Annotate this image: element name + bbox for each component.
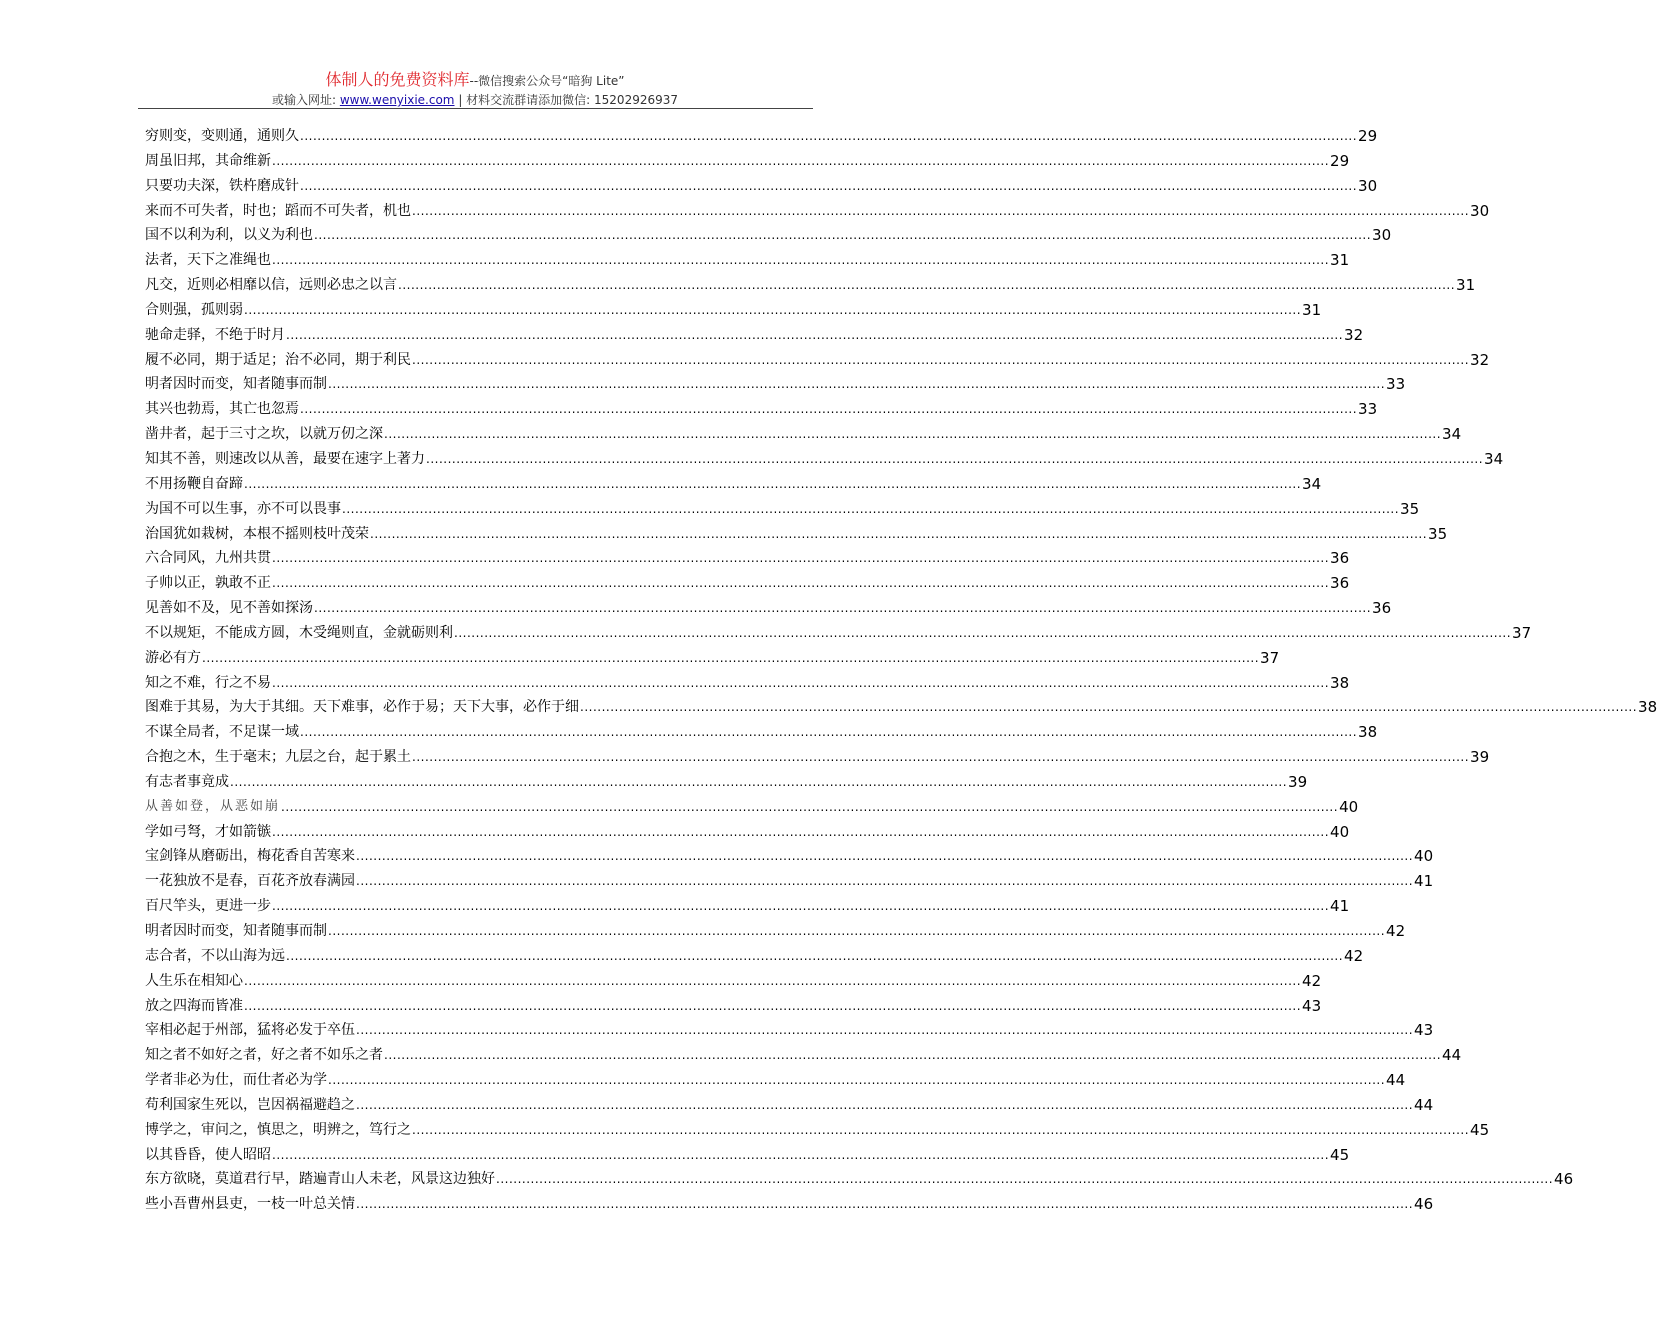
toc-entry[interactable] [145,348,1490,373]
toc-entry-title: 子帅以正，孰敢不正 [145,575,271,592]
toc-entry-page: 38 [1358,723,1378,742]
dot-leader [328,1068,1385,1093]
toc-entry[interactable] [145,199,1490,224]
dot-leader [580,695,1637,720]
toc-entry[interactable] [145,1143,1350,1168]
toc-entry-page: 36 [1372,599,1392,618]
toc-entry[interactable] [145,298,1322,323]
toc-entry-title: 只要功夫深，铁杵磨成针 [145,177,299,194]
toc-entry-page: 37 [1260,648,1280,667]
toc-entry-title: 知之者不如好之者，好之者不如乐之者 [145,1047,383,1064]
dot-leader [272,894,1329,919]
dot-leader [384,1043,1441,1068]
toc-entry[interactable] [145,124,1378,149]
toc-entry[interactable] [145,596,1392,621]
dot-leader [272,820,1329,845]
toc-entry-title: 有志者事竟成 [145,773,229,790]
toc-entry-title: 合抱之木，生于毫末；九层之台，起于累土 [145,749,411,766]
toc-entry[interactable] [145,571,1350,596]
dot-leader [244,994,1301,1019]
toc-entry-title: 其兴也勃焉，其亡也忽焉 [145,401,299,418]
dot-leader [244,298,1301,323]
toc-entry-page: 31 [1302,300,1322,319]
toc-entry-title: 学如弓弩，才如箭镞 [145,823,271,840]
toc-entry-page: 45 [1470,1120,1490,1139]
toc-entry[interactable] [145,1118,1490,1143]
toc-entry-title: 放之四海而皆准 [145,997,243,1014]
dot-leader [412,348,1469,373]
toc-entry[interactable] [145,174,1378,199]
toc-entry-title: 不以规矩，不能成方圆，木受绳则直，金就砺则利 [145,624,453,641]
toc-entry[interactable] [145,323,1364,348]
toc-entry[interactable] [145,820,1350,845]
toc-entry-title: 明者因时而变，知者随事而制 [145,376,327,393]
toc-entry[interactable] [145,671,1350,696]
toc-entry-page: 30 [1470,201,1490,220]
dot-leader [272,1143,1329,1168]
toc-entry-page: 29 [1330,151,1350,170]
toc-entry-page: 34 [1442,425,1462,444]
toc-entry-title: 东方欲晓，莫道君行早，踏遍青山人未老，风景这边独好 [145,1171,495,1188]
toc-entry[interactable] [145,472,1322,497]
toc-entry-page: 33 [1358,400,1378,419]
toc-entry-title: 合则强，孤则弱 [145,301,243,318]
dot-leader [356,869,1413,894]
dot-leader [314,596,1371,621]
dot-leader [356,844,1413,869]
dot-leader [272,671,1329,696]
toc-entry[interactable] [145,894,1350,919]
toc-entry[interactable] [145,1043,1462,1068]
dot-leader [272,546,1329,571]
toc-entry-page: 36 [1330,574,1350,593]
toc-entry-title: 学者非必为仕，而仕者必为学 [145,1072,327,1089]
toc-entry[interactable] [145,1167,1574,1192]
toc-entry-page: 46 [1554,1170,1574,1189]
toc-entry[interactable] [145,944,1364,969]
dot-leader [244,472,1301,497]
toc-entry-title: 不谋全局者，不足谋一域 [145,724,299,741]
toc-entry[interactable] [145,497,1420,522]
toc-entry-title: 驰命走驿，不绝于时月 [145,326,285,343]
dot-leader [314,223,1371,248]
toc-entry-page: 36 [1330,549,1350,568]
toc-entry-page: 46 [1414,1195,1434,1214]
toc-entry[interactable] [145,646,1280,671]
toc-entry-page: 32 [1344,325,1364,344]
toc-entry[interactable] [145,1192,1434,1217]
brand-title: 体制人的免费资料库 [325,70,470,89]
toc-entry-title: 些小吾曹州县吏，一枝一叶总关情 [145,1196,355,1213]
dot-leader [384,422,1441,447]
toc-entry-page: 42 [1386,922,1406,940]
toc-entry-title: 一花独放不是春，百花齐放春满园 [145,873,355,890]
header-divider [138,108,813,109]
dot-leader [272,248,1329,273]
url-prefix: 或输入网址: [271,93,340,107]
dot-leader [426,447,1483,472]
toc-entry-title: 履不必同，期于适足；治不必同，期于利民 [145,351,411,368]
toc-entry[interactable] [145,546,1350,571]
dot-leader [300,397,1357,422]
toc-entry-page: 37 [1512,623,1532,642]
toc-entry-page: 34 [1302,474,1322,493]
dot-leader [328,919,1385,944]
toc-entry-page: 43 [1302,996,1322,1015]
dot-leader [370,522,1427,547]
toc-entry-title: 知其不善，则速改以从善，最要在速字上著力 [145,450,425,467]
toc-entry[interactable] [145,720,1378,745]
toc-entry[interactable] [145,844,1434,869]
toc-entry-title: 明者因时而变，知者随事而制 [145,923,327,939]
toc-entry-page: 42 [1302,971,1322,990]
dot-leader [412,745,1469,770]
dot-leader [272,149,1329,174]
toc-entry-title: 周虽旧邦，其命维新 [145,152,271,169]
toc-entry-page: 43 [1414,1021,1434,1040]
toc-entry[interactable] [145,1018,1434,1043]
toc-entry[interactable] [145,522,1448,547]
header-line-1 [0,70,950,91]
toc-entry[interactable] [145,1093,1434,1118]
toc-entry-title: 凿井者，起于三寸之坎，以就万仞之深 [145,426,383,443]
toc-entry-title: 宝剑锋从磨砺出，梅花香自苦寒来 [145,848,355,865]
toc-entry-page: 34 [1484,449,1504,468]
toc-entry-page: 30 [1358,176,1378,195]
toc-entry-title: 游必有方 [145,649,201,666]
toc-entry-page: 41 [1330,897,1350,916]
dot-leader [412,199,1469,224]
toc-entry-title: 治国犹如栽树，本根不摇则枝叶茂荣 [145,525,369,542]
toc-entry-title: 志合者，不以山海为远 [145,947,285,964]
toc-entry-title: 法者，天下之准绳也 [145,252,271,269]
dot-leader [286,323,1343,348]
toc-entry[interactable] [145,994,1322,1019]
toc-entry[interactable] [145,919,1406,944]
dot-leader [281,795,1338,820]
dot-leader [356,1018,1413,1043]
toc-entry[interactable] [145,745,1490,770]
toc-entry-title: 不用扬鞭自奋蹄 [145,475,243,492]
toc-entry[interactable] [145,695,1657,720]
toc-entry-page: 29 [1358,127,1378,145]
toc-entry-title: 以其昏昏，使人昭昭 [145,1146,271,1163]
toc-entry[interactable] [145,223,1392,248]
toc-entry-page: 40 [1414,847,1434,866]
toc-entry[interactable] [145,770,1308,795]
toc-entry-page: 31 [1330,251,1350,270]
dot-leader [356,1093,1413,1118]
toc-entry-title: 图难于其易，为大于其细。天下难事，必作于易；天下大事，必作于细 [145,699,579,716]
dot-leader [230,770,1287,795]
toc-entry-page: 44 [1414,1095,1434,1114]
toc-entry-page: 32 [1470,350,1490,369]
toc-entry[interactable] [145,447,1504,472]
toc-entry[interactable] [145,397,1378,422]
website-link[interactable]: www.wenyixie.com [339,93,455,107]
header-slogan: --微信搜索公众号“暗狗 Lite” [469,74,625,88]
toc-entry-title: 见善如不及，见不善如探汤 [145,600,313,617]
toc-entry-title: 凡交，近则必相靡以信，远则必忠之以言 [145,277,397,294]
toc-entry-page: 35 [1400,499,1420,518]
toc-entry-title: 来而不可失者，时也；蹈而不可失者，机也 [145,202,411,219]
toc-entry-title: 百尺竿头，更进一步 [145,898,271,915]
toc-entry-page: 38 [1638,698,1657,717]
dot-leader [300,124,1357,149]
toc-entry[interactable] [145,969,1322,994]
toc-entry-page: 44 [1386,1071,1406,1090]
dot-leader [342,497,1399,522]
toc-entry-page: 38 [1330,673,1350,692]
dot-leader [300,720,1357,745]
dot-leader [398,273,1455,298]
toc-entry[interactable] [145,795,1359,820]
toc-entry-page: 39 [1288,772,1308,791]
dot-leader [328,372,1385,397]
toc-entry-title: 穷则变，变则通，通则久 [145,128,299,144]
toc-entry[interactable] [145,273,1476,298]
toc-entry[interactable] [145,149,1350,174]
dot-leader [454,621,1511,646]
toc-entry[interactable] [145,621,1532,646]
dot-leader [356,1192,1413,1217]
toc-entry[interactable] [145,372,1406,397]
toc-entry-page: 39 [1470,748,1490,767]
toc-entry-page: 35 [1428,524,1448,543]
dot-leader [272,571,1329,596]
toc-entry-page: 40 [1339,797,1359,816]
toc-entry-title: 从善如登，从恶如崩 [145,798,281,814]
toc-entry-title: 知之不难，行之不易 [145,674,271,691]
toc-entry-page: 30 [1372,226,1392,245]
toc-entry[interactable] [145,1068,1406,1093]
toc-entry-page: 42 [1344,946,1364,965]
dot-leader [244,969,1301,994]
toc-entry-title: 为国不可以生事，亦不可以畏事 [145,500,341,517]
toc-entry[interactable] [145,248,1350,273]
toc-entry-page: 33 [1386,375,1406,394]
toc-entry[interactable] [145,422,1462,447]
dot-leader [412,1118,1469,1143]
toc-entry-page: 31 [1456,276,1476,295]
toc-entry-title: 博学之，审问之，慎思之，明辨之，笃行之 [145,1121,411,1138]
toc-entry-title: 人生乐在相知心 [145,972,243,989]
toc-entry-title: 宰相必起于州部，猛将必发于卒伍 [145,1022,355,1039]
toc-entry-page: 41 [1414,872,1434,891]
table-of-contents [145,124,1657,1217]
contact-info: | 材料交流群请添加微信: 15202926937 [454,93,679,107]
dot-leader [496,1167,1553,1192]
toc-entry-title: 苟利国家生死以，岂因祸福避趋之 [145,1096,355,1113]
dot-leader [300,174,1357,199]
toc-entry-title: 国不以利为利，以义为利也 [145,227,313,244]
toc-entry[interactable] [145,869,1434,894]
dot-leader [286,944,1343,969]
toc-entry-page: 44 [1442,1046,1462,1065]
page-header [0,70,950,109]
dot-leader [202,646,1259,671]
header-line-2 [0,91,950,109]
toc-entry-title: 六合同风，九州共贯 [145,550,271,567]
toc-entry-page: 45 [1330,1145,1350,1164]
toc-entry-page: 40 [1330,822,1350,841]
